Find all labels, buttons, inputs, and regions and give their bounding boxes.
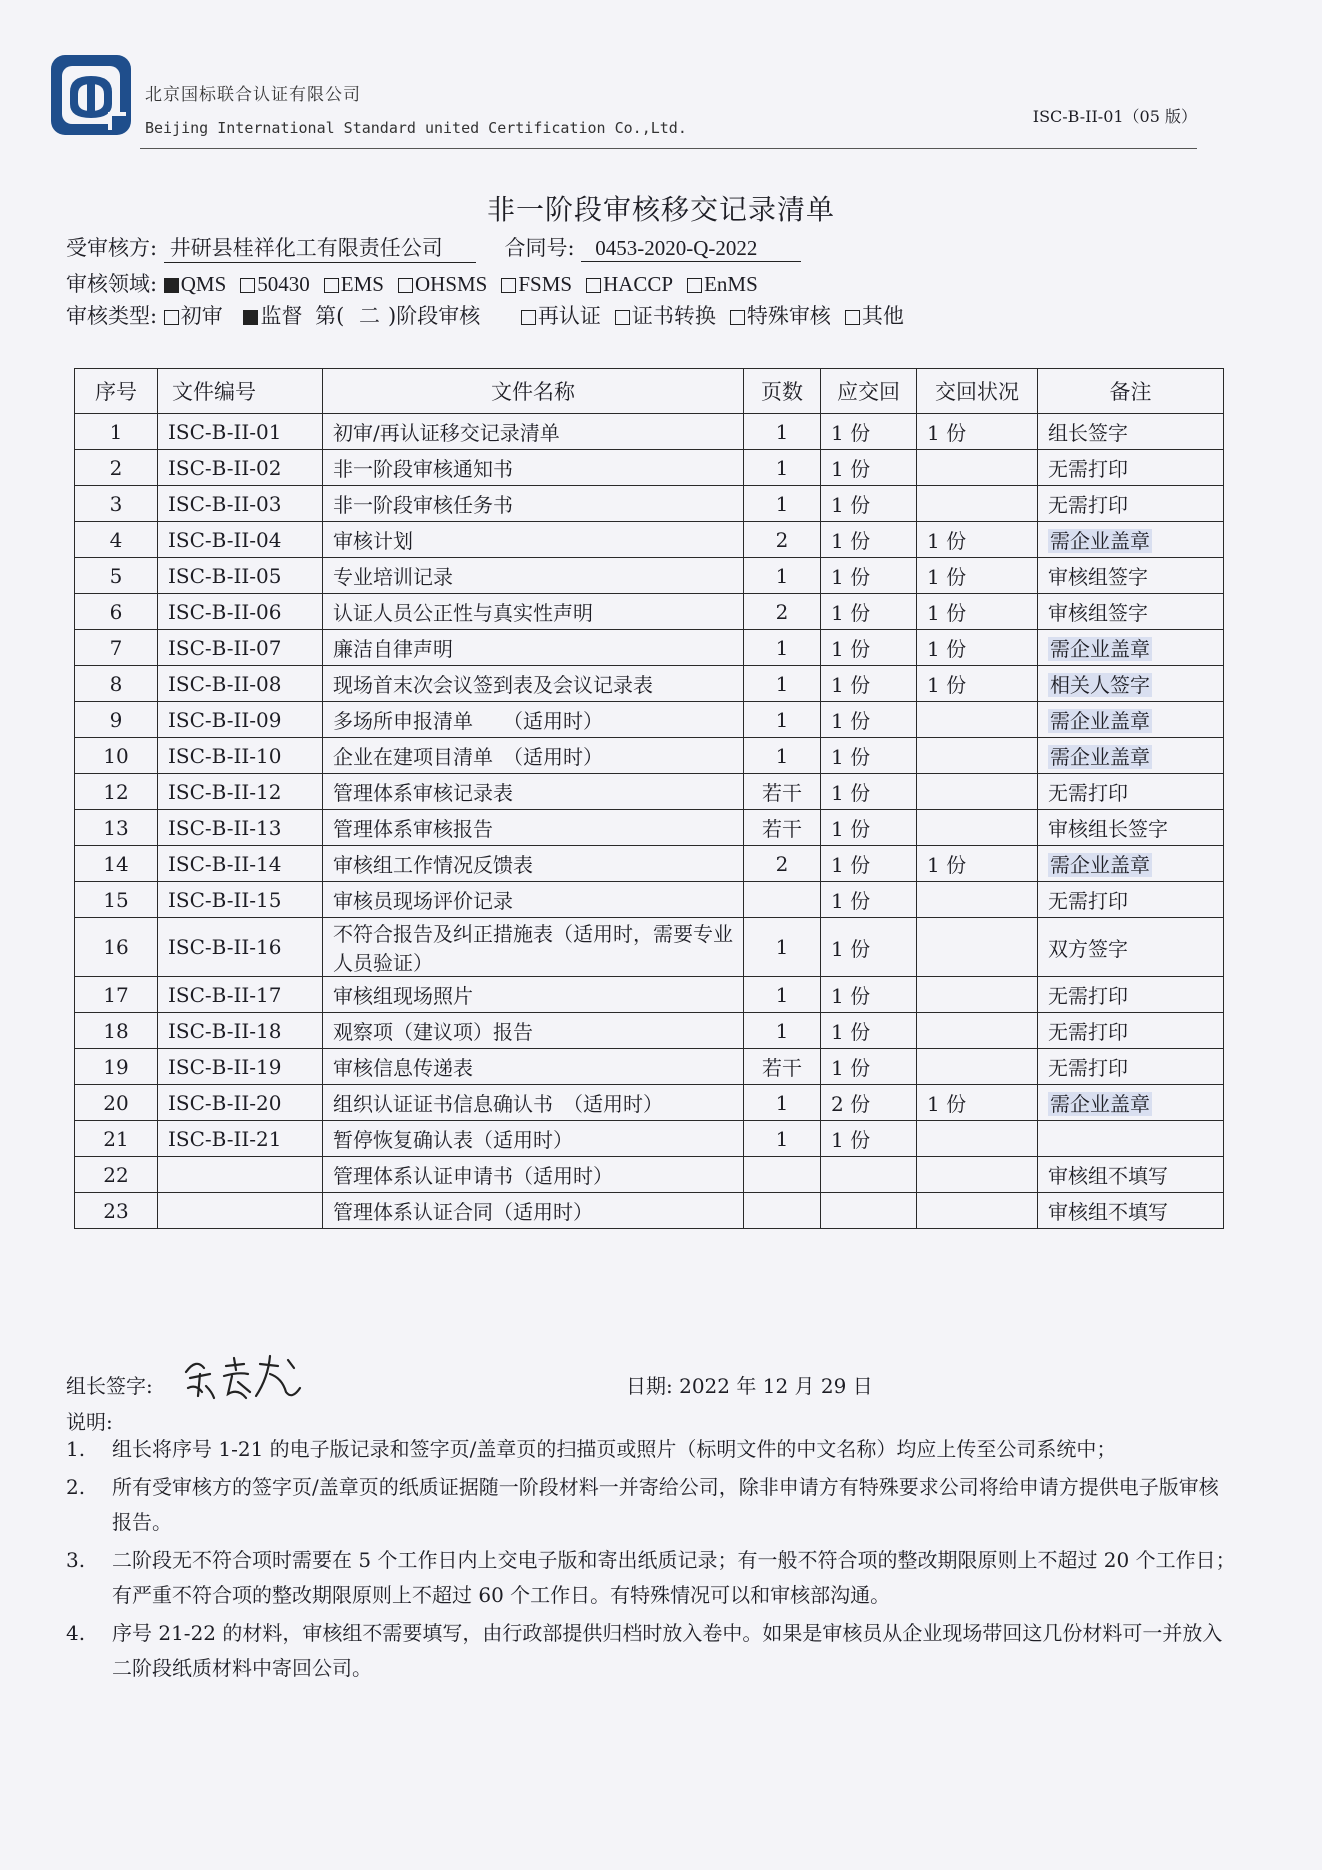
cell-note: [1038, 522, 1224, 558]
audit-type-row: [66, 300, 918, 330]
cell-note: [1038, 630, 1224, 666]
cell-copies: 1 份: [821, 977, 917, 1013]
cell-pages: 1: [744, 630, 821, 666]
table-row: [75, 486, 1224, 522]
cell-name: 廉洁自律声明: [323, 630, 744, 666]
cell-pages: 2: [744, 522, 821, 558]
domain-option-label: EnMS: [704, 272, 758, 296]
cell-name: 审核组现场照片: [323, 977, 744, 1013]
table-row: [75, 702, 1224, 738]
domain-option-label: HACCP: [603, 272, 674, 296]
note-highlight: 相关人签字: [1050, 673, 1150, 697]
audit-domain-row: [66, 268, 772, 298]
cell-returned: [917, 882, 1038, 918]
cell-copies: [821, 1193, 917, 1229]
domain-option-50430[interactable]: [240, 272, 310, 297]
cell-copies: 2 份: [821, 1085, 917, 1121]
note-item: [66, 1616, 1236, 1686]
notes-list: [66, 1432, 1236, 1689]
checkbox-icon: [398, 278, 413, 293]
cell-copies: 1 份: [821, 522, 917, 558]
cell-seq: 4: [75, 522, 158, 558]
cell-seq: 1: [75, 414, 158, 450]
cell-seq: 20: [75, 1085, 158, 1121]
cell-pages: 若干: [744, 774, 821, 810]
cell-pages: 1: [744, 702, 821, 738]
audit-type-option-label: 特殊审核: [746, 304, 831, 328]
table-row: [75, 630, 1224, 666]
cell-name: 企业在建项目清单 （适用时）: [323, 738, 744, 774]
cell-name: 管理体系认证申请书（适用时）: [323, 1157, 744, 1193]
table-row: [75, 1013, 1224, 1049]
date-value: 2022 年 12 月 29 日: [679, 1374, 873, 1398]
cell-pages: 1: [744, 1121, 821, 1157]
cell-seq: 15: [75, 882, 158, 918]
checkbox-icon: [324, 278, 339, 293]
note-highlight: 需企业盖章: [1050, 709, 1150, 733]
cell-note: [1038, 666, 1224, 702]
cell-pages: 2: [744, 846, 821, 882]
cell-code: ISC-B-II-13: [158, 810, 323, 846]
cell-code: ISC-B-II-17: [158, 977, 323, 1013]
note-item: [66, 1432, 1236, 1467]
cell-note: 组长签字: [1038, 414, 1224, 450]
cell-copies: 1 份: [821, 738, 917, 774]
cell-code: ISC-B-II-15: [158, 882, 323, 918]
cell-name: 初审/再认证移交记录清单: [323, 414, 744, 450]
cell-name: 非一阶段审核任务书: [323, 486, 744, 522]
cell-pages: [744, 882, 821, 918]
cell-copies: 1 份: [821, 1013, 917, 1049]
cell-name: 不符合报告及纠正措施表（适用时，需要专业人员验证）: [323, 918, 744, 977]
cell-seq: 12: [75, 774, 158, 810]
cell-name: 多场所申报清单 （适用时）: [323, 702, 744, 738]
domain-option-enms[interactable]: [687, 272, 758, 297]
cell-code: ISC-B-II-06: [158, 594, 323, 630]
cell-code: ISC-B-II-10: [158, 738, 323, 774]
audit-type-option-0[interactable]: [521, 300, 601, 330]
cell-seq: 13: [75, 810, 158, 846]
cell-seq: 16: [75, 918, 158, 977]
cell-copies: [821, 1157, 917, 1193]
cell-note: 审核组签字: [1038, 558, 1224, 594]
cell-returned: 1 份: [917, 666, 1038, 702]
cell-code: ISC-B-II-21: [158, 1121, 323, 1157]
table-row: [75, 1085, 1224, 1121]
cell-returned: [917, 810, 1038, 846]
cell-name: 审核信息传递表: [323, 1049, 744, 1085]
cell-note: [1038, 846, 1224, 882]
cell-name: 审核计划: [323, 522, 744, 558]
cell-seq: 3: [75, 486, 158, 522]
cell-name: 管理体系审核报告: [323, 810, 744, 846]
cell-name: 审核组工作情况反馈表: [323, 846, 744, 882]
cell-returned: [917, 702, 1038, 738]
auditee-row: [66, 232, 801, 263]
checkbox-icon: [586, 278, 601, 293]
cell-pages: 1: [744, 486, 821, 522]
cell-copies: 1 份: [821, 702, 917, 738]
cell-code: ISC-B-II-09: [158, 702, 323, 738]
cell-copies: 1 份: [821, 882, 917, 918]
cell-seq: 19: [75, 1049, 158, 1085]
form-code: ISC-B-II-01（05 版）: [1032, 107, 1197, 126]
cell-note: 审核组不填写: [1038, 1157, 1224, 1193]
cell-note: 双方签字: [1038, 918, 1224, 977]
header-divider: [140, 148, 1197, 149]
cell-pages: 1: [744, 918, 821, 977]
audit-type-others: [521, 304, 918, 328]
note-number: 2.: [66, 1475, 86, 1499]
note-highlight: 需企业盖章: [1050, 529, 1150, 553]
table-body: [75, 414, 1224, 1229]
table-row: [75, 1049, 1224, 1085]
table-row: [75, 414, 1224, 450]
cell-seq: 10: [75, 738, 158, 774]
cell-returned: [917, 1049, 1038, 1085]
company-name: [145, 80, 687, 137]
audit-type-label: 审核类型:: [66, 304, 158, 328]
cell-copies: 1 份: [821, 630, 917, 666]
col-header-seq: 序号: [75, 369, 158, 414]
cell-returned: [917, 486, 1038, 522]
cell-seq: 22: [75, 1157, 158, 1193]
cell-returned: [917, 1193, 1038, 1229]
checkbox-icon: [501, 278, 516, 293]
cell-pages: 1: [744, 1013, 821, 1049]
cell-note: 审核组长签字: [1038, 810, 1224, 846]
checkbox-checked-icon: [164, 278, 179, 293]
cell-seq: 17: [75, 977, 158, 1013]
checkbox-icon: [521, 310, 536, 325]
company-name-en: Beijing International Standard united Certification Co.,Ltd.: [145, 119, 687, 137]
cell-copies: 1 份: [821, 774, 917, 810]
cell-code: ISC-B-II-12: [158, 774, 323, 810]
note-highlight: 需企业盖章: [1050, 853, 1150, 877]
cell-code: ISC-B-II-16: [158, 918, 323, 977]
cell-seq: 21: [75, 1121, 158, 1157]
cell-note: [1038, 1085, 1224, 1121]
domain-option-ems[interactable]: [324, 272, 384, 297]
cell-returned: 1 份: [917, 594, 1038, 630]
cell-copies: 1 份: [821, 486, 917, 522]
col-header-name: 文件名称: [323, 369, 744, 414]
cell-code: [158, 1193, 323, 1229]
cell-copies: 1 份: [821, 666, 917, 702]
cell-returned: 1 份: [917, 630, 1038, 666]
domain-option-haccp[interactable]: [586, 272, 673, 297]
audit-type-option-3[interactable]: [845, 300, 904, 330]
note-text: 二阶段无不符合项时需要在 5 个工作日内上交电子版和寄出纸质记录；有一般不符合项的整改期限原则上不超过 20 个工作日；有严重不符合项的整改期限原则上不超过 60 个工作日。有特殊情况可以和审核部沟通。: [112, 1548, 1236, 1607]
cell-note: [1038, 738, 1224, 774]
cell-pages: 1: [744, 414, 821, 450]
cell-returned: [917, 1121, 1038, 1157]
audit-type-option-label: 其他: [861, 304, 904, 328]
note-text: 序号 21-22 的材料，审核组不需要填写，由行政部提供归档时放入卷中。如果是审核员从企业现场带回这几份材料可一并放入二阶段纸质材料中寄回公司。: [112, 1621, 1223, 1680]
col-header-code: 文件编号: [158, 369, 323, 414]
cell-note: [1038, 702, 1224, 738]
table-row: [75, 1121, 1224, 1157]
cell-seq: 8: [75, 666, 158, 702]
table-row: [75, 882, 1224, 918]
cell-pages: 若干: [744, 1049, 821, 1085]
cell-returned: 1 份: [917, 1085, 1038, 1121]
cell-returned: [917, 450, 1038, 486]
cell-note: 无需打印: [1038, 774, 1224, 810]
note-text: 组长将序号 1-21 的电子版记录和签字页/盖章页的扫描页或照片（标明文件的中文名称）均应上传至公司系统中；: [112, 1437, 1117, 1461]
cell-code: ISC-B-II-05: [158, 558, 323, 594]
checkbox-icon: [730, 310, 745, 325]
note-item: [66, 1470, 1236, 1540]
auditee-label: 受审核方:: [66, 236, 158, 260]
cell-returned: 1 份: [917, 558, 1038, 594]
stage-prefix: 第(: [315, 304, 345, 328]
table-row: [75, 450, 1224, 486]
table-row: [75, 846, 1224, 882]
note-highlight: 需企业盖章: [1050, 1092, 1150, 1116]
cell-copies: 1 份: [821, 846, 917, 882]
cell-name: 管理体系审核记录表: [323, 774, 744, 810]
audit-type-option-2[interactable]: [730, 300, 831, 330]
cell-name: 审核员现场评价记录: [323, 882, 744, 918]
cell-note: 审核组签字: [1038, 594, 1224, 630]
checkbox-checked-icon: [243, 310, 258, 325]
cell-pages: 1: [744, 977, 821, 1013]
domain-options: [164, 272, 772, 296]
cell-seq: 9: [75, 702, 158, 738]
col-header-copies: 应交回: [821, 369, 917, 414]
table-header-row: [75, 369, 1224, 414]
cell-code: ISC-B-II-03: [158, 486, 323, 522]
stage-value: 二: [359, 304, 381, 328]
cell-returned: [917, 1013, 1038, 1049]
cell-returned: 1 份: [917, 522, 1038, 558]
cell-name: 现场首末次会议签到表及会议记录表: [323, 666, 744, 702]
cell-note: 无需打印: [1038, 486, 1224, 522]
domain-option-label: EMS: [340, 272, 384, 296]
cell-pages: 1: [744, 1085, 821, 1121]
audit-type-supervision-label: 监督: [260, 304, 303, 328]
cell-note: 无需打印: [1038, 977, 1224, 1013]
leader-signature-label: 组长签字:: [66, 1374, 153, 1398]
table-row: [75, 810, 1224, 846]
cell-copies: 1 份: [821, 450, 917, 486]
cell-returned: [917, 1157, 1038, 1193]
note-number: 4.: [66, 1621, 86, 1645]
cell-returned: [917, 918, 1038, 977]
col-header-returned: 交回状况: [917, 369, 1038, 414]
auditee-value: 井研县桂祥化工有限责任公司: [164, 232, 476, 263]
cell-seq: 14: [75, 846, 158, 882]
cell-copies: 1 份: [821, 414, 917, 450]
cell-seq: 23: [75, 1193, 158, 1229]
audit-type-supervision[interactable]: [243, 300, 480, 330]
notes-title: 说明:: [66, 1410, 113, 1434]
table-row: [75, 1157, 1224, 1193]
cell-seq: 18: [75, 1013, 158, 1049]
cell-copies: 1 份: [821, 1049, 917, 1085]
cell-returned: [917, 977, 1038, 1013]
cell-name: 组织认证证书信息确认书 （适用时）: [323, 1085, 744, 1121]
contract-label: 合同号:: [504, 236, 575, 260]
cell-code: ISC-B-II-14: [158, 846, 323, 882]
cell-pages: 2: [744, 594, 821, 630]
cell-code: [158, 1157, 323, 1193]
cell-name: 非一阶段审核通知书: [323, 450, 744, 486]
contract-value: 0453-2020-Q-2022: [581, 236, 801, 262]
domain-option-label: QMS: [180, 272, 227, 296]
cell-code: ISC-B-II-18: [158, 1013, 323, 1049]
cell-copies: 1 份: [821, 558, 917, 594]
cell-returned: 1 份: [917, 414, 1038, 450]
checkbox-icon: [240, 278, 255, 293]
cell-note: 审核组不填写: [1038, 1193, 1224, 1229]
cell-returned: 1 份: [917, 846, 1038, 882]
cell-note: [1038, 1121, 1224, 1157]
cell-note: 无需打印: [1038, 882, 1224, 918]
table-row: [75, 594, 1224, 630]
cell-pages: 若干: [744, 810, 821, 846]
table-row: [75, 774, 1224, 810]
checkbox-icon: [615, 310, 630, 325]
cell-code: ISC-B-II-01: [158, 414, 323, 450]
table-row: [75, 666, 1224, 702]
cell-seq: 2: [75, 450, 158, 486]
table-row: [75, 977, 1224, 1013]
cell-pages: [744, 1193, 821, 1229]
cell-copies: 1 份: [821, 918, 917, 977]
note-item: [66, 1543, 1236, 1613]
audit-type-option-1[interactable]: [615, 300, 716, 330]
checkbox-icon: [845, 310, 860, 325]
cell-seq: 6: [75, 594, 158, 630]
cell-name: 管理体系认证合同（适用时）: [323, 1193, 744, 1229]
audit-type-option-label: 再认证: [537, 304, 601, 328]
domain-option-fsms[interactable]: [501, 272, 572, 297]
audit-type-initial-label: 初审: [180, 304, 223, 328]
checkbox-icon: [164, 310, 179, 325]
cell-returned: [917, 738, 1038, 774]
cell-code: ISC-B-II-07: [158, 630, 323, 666]
table-row: [75, 558, 1224, 594]
note-text: 所有受审核方的签字页/盖章页的纸质证据随一阶段材料一并寄给公司，除非申请方有特殊要求公司将给申请方提供电子版审核报告。: [112, 1475, 1219, 1534]
cell-copies: 1 份: [821, 810, 917, 846]
domain-label: 审核领域:: [66, 272, 158, 296]
cell-name: 暂停恢复确认表（适用时）: [323, 1121, 744, 1157]
domain-option-label: OHSMS: [414, 272, 488, 296]
cell-copies: 1 份: [821, 594, 917, 630]
cell-code: ISC-B-II-04: [158, 522, 323, 558]
audit-type-option-label: 证书转换: [631, 304, 716, 328]
cell-code: ISC-B-II-02: [158, 450, 323, 486]
cell-code: ISC-B-II-20: [158, 1085, 323, 1121]
date-label: 日期:: [626, 1374, 673, 1398]
note-highlight: 需企业盖章: [1050, 745, 1150, 769]
cell-pages: 1: [744, 450, 821, 486]
handwritten-signature: [178, 1348, 308, 1408]
col-header-note: 备注: [1038, 369, 1224, 414]
table-row: [75, 738, 1224, 774]
note-highlight: 需企业盖章: [1050, 637, 1150, 661]
cell-name: 观察项（建议项）报告: [323, 1013, 744, 1049]
table-row: [75, 918, 1224, 977]
cell-pages: 1: [744, 558, 821, 594]
cell-note: 无需打印: [1038, 1013, 1224, 1049]
checkbox-icon: [687, 278, 702, 293]
cell-copies: 1 份: [821, 1121, 917, 1157]
cell-code: ISC-B-II-08: [158, 666, 323, 702]
domain-option-label: 50430: [257, 272, 310, 296]
cell-pages: [744, 1157, 821, 1193]
col-header-pages: 页数: [744, 369, 821, 414]
domain-option-qms[interactable]: [164, 272, 227, 297]
cell-note: 无需打印: [1038, 1049, 1224, 1085]
note-number: 3.: [66, 1548, 86, 1572]
cell-note: 无需打印: [1038, 450, 1224, 486]
cell-pages: 1: [744, 666, 821, 702]
cell-name: 认证人员公正性与真实性声明: [323, 594, 744, 630]
table-row: [75, 522, 1224, 558]
domain-option-ohsms[interactable]: [398, 272, 487, 297]
audit-type-initial[interactable]: [164, 300, 223, 330]
cell-seq: 7: [75, 630, 158, 666]
date-line: [626, 1370, 873, 1399]
table-row: [75, 1193, 1224, 1229]
cell-name: 专业培训记录: [323, 558, 744, 594]
stage-suffix: )阶段审核: [388, 304, 481, 328]
domain-option-label: FSMS: [518, 272, 573, 296]
note-number: 1.: [66, 1437, 86, 1461]
document-title: 非一阶段审核移交记录清单: [486, 193, 835, 226]
handover-table: [74, 368, 1224, 1229]
cell-pages: 1: [744, 738, 821, 774]
cell-seq: 5: [75, 558, 158, 594]
company-logo-icon: [48, 52, 134, 138]
cell-returned: [917, 774, 1038, 810]
cell-code: ISC-B-II-19: [158, 1049, 323, 1085]
company-name-cn: 北京国标联合认证有限公司: [145, 85, 361, 105]
